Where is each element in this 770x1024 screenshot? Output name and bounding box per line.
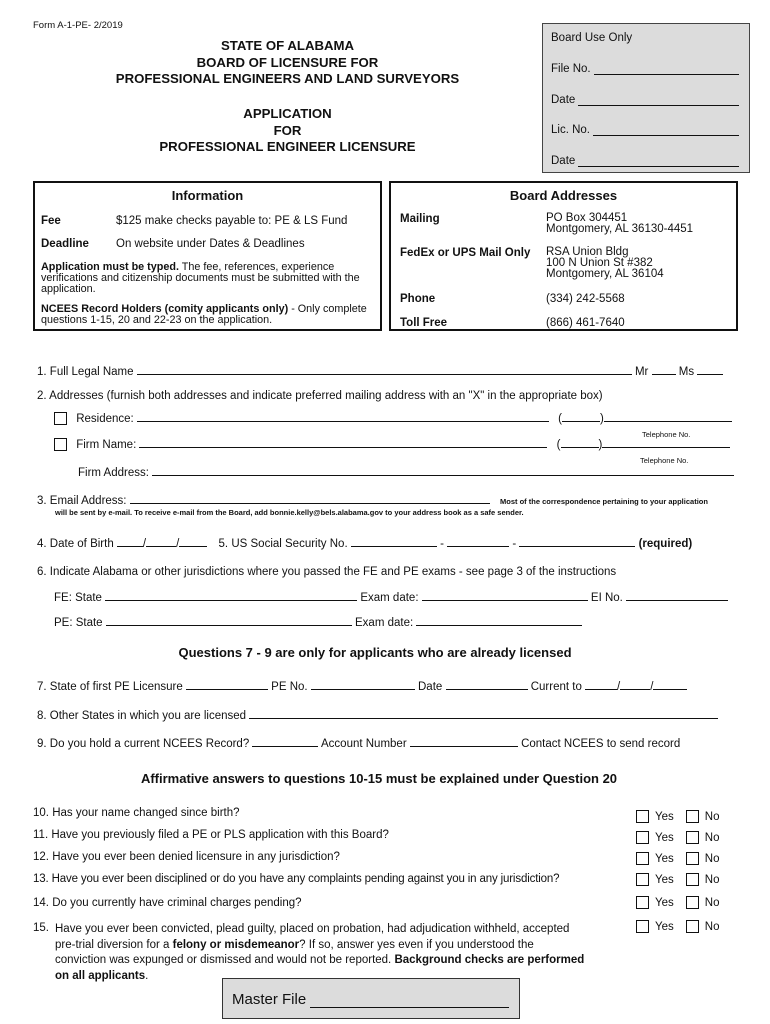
fedex-line-3: Montgomery, AL 36104 xyxy=(546,268,664,280)
mailing-label: Mailing xyxy=(400,213,440,225)
q15-line-3a: conviction was expunged or dismissed and would not be reported. xyxy=(55,954,395,966)
question-3 xyxy=(37,494,490,507)
firm-area-code[interactable] xyxy=(561,438,599,448)
current-to-label: Current to xyxy=(530,681,582,693)
phone-label: Phone xyxy=(400,293,436,305)
firm-name-label: Firm Name: xyxy=(76,439,137,451)
q15-yes-no xyxy=(636,920,719,933)
firm-address-label: Firm Address: xyxy=(78,467,149,479)
ssn-label: US Social Security No. xyxy=(231,538,348,550)
q14-yes-label: Yes xyxy=(655,896,674,909)
typed-notice-text: The fee, references, experience verifications and citizenship documents must be submitted with the application. xyxy=(41,261,360,296)
q6-label: Indicate Alabama or other jurisdictions where you passed the FE and PE exams - see page 3 of the instructions xyxy=(49,566,617,578)
q14-number: 14. xyxy=(33,897,49,909)
q13-no-label: No xyxy=(704,873,720,886)
residence-label: Residence: xyxy=(76,413,134,425)
deadline-value: On website under Dates & Deadlines xyxy=(116,238,305,250)
q12-yes-checkbox[interactable] xyxy=(636,852,649,865)
q2-number: 2. xyxy=(37,390,47,402)
fedex-line-1: RSA Union Bldg xyxy=(546,246,629,258)
title-line-3: PROFESSIONAL ENGINEERS AND LAND SURVEYORS xyxy=(115,71,460,86)
q15-line-2c: ? If so, answer yes even if you understood the xyxy=(299,938,534,951)
q15-background-checks: Background checks are performed xyxy=(394,954,585,966)
email-note-1: Most of the correspondence pertaining to your application xyxy=(500,497,708,506)
q7-date-input[interactable] xyxy=(446,680,528,690)
pe-exam-date-label: Exam date: xyxy=(355,617,414,629)
residence-area-code[interactable] xyxy=(562,412,600,422)
q12-number: 12. xyxy=(33,851,49,863)
ssn-dash-2: - xyxy=(512,538,517,550)
dob-month-input[interactable] xyxy=(117,537,143,547)
q1-label: Full Legal Name xyxy=(49,366,134,378)
current-slash-2: / xyxy=(650,681,654,693)
date-field-1[interactable] xyxy=(551,94,739,106)
date-label-1: Date xyxy=(551,94,576,106)
q13-no-checkbox[interactable] xyxy=(686,873,699,886)
fe-state-label: FE: State xyxy=(54,592,102,604)
residence-row xyxy=(54,412,732,425)
mailing-address xyxy=(546,213,693,235)
typed-notice xyxy=(41,262,376,296)
pe-row xyxy=(54,616,582,629)
q10-text: Has your name changed since birth? xyxy=(52,807,240,819)
email-label: Email Address: xyxy=(49,495,127,507)
ncees-notice-bold: NCEES Record Holders (comity applicants only) xyxy=(41,303,289,315)
q10-yes-no xyxy=(636,810,719,823)
q14-no-checkbox[interactable] xyxy=(686,896,699,909)
title-line-6: PROFESSIONAL ENGINEER LICENSURE xyxy=(159,139,416,154)
first-licensure-label: State of first PE Licensure xyxy=(49,681,183,693)
date-field-2[interactable] xyxy=(551,155,739,167)
current-to-day[interactable] xyxy=(620,680,650,690)
fe-exam-date-label: Exam date: xyxy=(360,592,419,604)
firm-checkbox[interactable] xyxy=(54,438,67,451)
information-title: Information xyxy=(171,188,244,203)
fe-state-input[interactable] xyxy=(105,591,357,601)
q6-number: 6. xyxy=(37,566,47,578)
date-line-2[interactable] xyxy=(578,155,739,167)
q11-text: Have you previously filed a PE or PLS application with this Board? xyxy=(51,829,389,841)
residence-checkbox[interactable] xyxy=(54,412,67,425)
q12-no-label: No xyxy=(704,852,720,865)
q2-label: Addresses (furnish both addresses and indicate preferred mailing address with an "X" in the appropriate box) xyxy=(49,390,603,402)
dob-slash-2: / xyxy=(176,538,180,550)
q15-yes-checkbox[interactable] xyxy=(636,920,649,933)
q13-number: 13. xyxy=(33,873,49,885)
lic-no-line[interactable] xyxy=(593,124,739,136)
q10-yes-label: Yes xyxy=(655,810,674,823)
residence-telephone-caption: Telephone No. xyxy=(642,430,691,439)
title-line-5: FOR xyxy=(273,122,302,138)
firm-address-input[interactable] xyxy=(152,466,734,476)
q14-yes-no xyxy=(636,896,719,909)
file-no-field[interactable] xyxy=(551,63,739,75)
q15-no-checkbox[interactable] xyxy=(686,920,699,933)
other-states-label: Other States in which you are licensed xyxy=(49,710,247,722)
ei-no-input[interactable] xyxy=(626,591,728,601)
question-9 xyxy=(37,737,680,750)
q15-no-label: No xyxy=(704,920,720,933)
q15-line-1: Have you ever been convicted, plead guilty, placed on probation, had adjudication withheld, accepted xyxy=(55,923,570,935)
ncees-record-label: Do you hold a current NCEES Record? xyxy=(49,738,250,750)
master-file-line[interactable] xyxy=(310,993,509,1008)
q11-no-checkbox[interactable] xyxy=(686,831,699,844)
date-line-1[interactable] xyxy=(578,94,739,106)
question-4-5 xyxy=(37,537,692,550)
fedex-line-2: 100 N Union St #382 xyxy=(546,257,653,269)
ms-label: Ms xyxy=(678,366,695,378)
q11-yes-checkbox[interactable] xyxy=(636,831,649,844)
q13-yes-no xyxy=(636,873,719,886)
question-2 xyxy=(37,390,603,402)
q11-yes-label: Yes xyxy=(655,831,674,844)
q12-text: Have you ever been denied licensure in any jurisdiction? xyxy=(52,851,340,863)
contact-ncees-note: Contact NCEES to send record xyxy=(521,738,681,750)
mr-label: Mr xyxy=(634,366,649,378)
q15-line-2a: pre-trial diversion for a xyxy=(55,938,173,951)
section-already-licensed: Questions 7 - 9 are only for applicants who are already licensed xyxy=(178,645,572,660)
firm-name-row xyxy=(54,438,730,451)
ssn-part-3-input[interactable] xyxy=(519,537,635,547)
form-id: Form A-1-PE- 2/2019 xyxy=(33,20,123,31)
fee-label: Fee xyxy=(41,215,61,227)
information-box xyxy=(33,181,382,331)
q13-yes-label: Yes xyxy=(655,873,674,886)
firm-address-row xyxy=(78,466,734,479)
ms-input[interactable] xyxy=(697,365,723,375)
deadline-label: Deadline xyxy=(41,238,89,250)
q9-number: 9. xyxy=(37,738,47,750)
file-no-label: File No. xyxy=(551,63,591,75)
phone-value: (334) 242-5568 xyxy=(546,293,625,305)
fedex-label: FedEx or UPS Mail Only xyxy=(400,247,531,259)
master-file-label: Master File xyxy=(232,991,307,1008)
residence-phone-input[interactable] xyxy=(604,412,732,422)
q10-no-label: No xyxy=(704,810,720,823)
q14-text: Do you currently have criminal charges pending? xyxy=(52,897,302,909)
board-addresses-box xyxy=(389,181,738,331)
board-use-title-text: Board Use Only xyxy=(551,32,633,44)
ei-no-label: EI No. xyxy=(590,592,623,604)
ssn-dash-1: - xyxy=(440,538,444,550)
first-licensure-input[interactable] xyxy=(186,680,268,690)
email-input[interactable] xyxy=(130,494,490,504)
pe-no-label: PE No. xyxy=(271,681,308,693)
q12-yes-label: Yes xyxy=(655,852,674,865)
q5-number: 5. xyxy=(218,538,229,550)
q1-number: 1. xyxy=(37,366,47,378)
pe-exam-date-input[interactable] xyxy=(416,616,582,626)
tollfree-label: Toll Free xyxy=(400,317,448,329)
typed-notice-bold: Application must be typed. xyxy=(41,261,179,273)
q15-line-4-end: . xyxy=(145,969,149,982)
account-number-label: Account Number xyxy=(321,738,407,750)
q15-line-2 xyxy=(55,938,633,954)
ssn-part-2-input[interactable] xyxy=(447,537,509,547)
q11-number: 11. xyxy=(33,829,49,841)
mailing-line-2: Montgomery, AL 36130-4451 xyxy=(546,223,694,235)
q3-number: 3. xyxy=(37,495,47,507)
q15-line-3 xyxy=(55,953,633,969)
q10-yes-checkbox[interactable] xyxy=(636,810,649,823)
title-line-2: BOARD OF LICENSURE FOR xyxy=(196,54,379,70)
ncees-record-input[interactable] xyxy=(252,737,318,747)
other-states-input[interactable] xyxy=(249,709,718,719)
ncees-notice-text: - Only complete questions 1-15, 20 and 22-23 on the application. xyxy=(41,303,367,327)
mailing-line-1: PO Box 304451 xyxy=(546,212,628,224)
firm-paren-open: ( xyxy=(556,439,561,451)
q15-number: 15. xyxy=(33,922,49,934)
q4-number: 4. xyxy=(37,538,47,550)
file-no-line[interactable] xyxy=(594,63,739,75)
title-line-1: STATE OF ALABAMA xyxy=(220,38,355,53)
fe-row xyxy=(54,591,728,604)
board-use-title xyxy=(551,32,739,44)
page-title xyxy=(60,38,515,88)
mr-input[interactable] xyxy=(652,365,676,375)
q11-yes-no xyxy=(636,831,719,844)
application-title xyxy=(60,106,515,156)
firm-name-input[interactable] xyxy=(139,438,547,448)
full-name-input[interactable] xyxy=(137,365,632,375)
board-use-box xyxy=(542,23,750,173)
current-to-month[interactable] xyxy=(585,680,617,690)
question-7 xyxy=(37,680,687,693)
email-note-2: will be sent by e-mail. To receive e-mail from the Board, add bonnie.kelly@bels.alabama.gov to your address book as a safe sender. xyxy=(55,508,524,517)
question-14 xyxy=(33,897,302,909)
question-10 xyxy=(33,807,240,819)
question-1 xyxy=(37,365,723,378)
dob-year-input[interactable] xyxy=(179,537,207,547)
current-to-year[interactable] xyxy=(653,680,687,690)
master-file-box xyxy=(222,978,520,1019)
q10-number: 10. xyxy=(33,807,49,819)
firm-telephone-caption: Telephone No. xyxy=(640,456,689,465)
section-affirmative: Affirmative answers to questions 10-15 must be explained under Question 20 xyxy=(140,771,618,786)
residence-paren-open: ( xyxy=(558,413,562,425)
fee-value: $125 make checks payable to: PE & LS Fund xyxy=(116,215,348,227)
question-13 xyxy=(33,873,559,885)
dob-label: Date of Birth xyxy=(49,538,114,550)
q7-number: 7. xyxy=(37,681,47,693)
q13-text: Have you ever been disciplined or do you have any complaints pending against you in any jurisdiction? xyxy=(51,873,560,885)
lic-no-label: Lic. No. xyxy=(551,124,590,136)
q15-felony: felony or misdemeanor xyxy=(172,938,300,951)
residence-input[interactable] xyxy=(137,412,549,422)
fedex-address xyxy=(546,247,664,280)
q14-no-label: No xyxy=(704,896,720,909)
q15-all-applicants: on all applicants xyxy=(55,969,146,982)
residence-paren-close: ) xyxy=(600,413,604,425)
q10-no-checkbox[interactable] xyxy=(686,810,699,823)
q12-yes-no xyxy=(636,852,719,865)
q8-number: 8. xyxy=(37,710,47,722)
q12-no-checkbox[interactable] xyxy=(686,852,699,865)
fe-exam-date-input[interactable] xyxy=(422,591,588,601)
dob-day-input[interactable] xyxy=(146,537,176,547)
question-12 xyxy=(33,851,340,863)
board-addresses-title: Board Addresses xyxy=(509,188,618,203)
ncees-notice xyxy=(41,304,376,326)
pe-state-label: PE: State xyxy=(54,617,103,629)
question-6 xyxy=(37,566,616,578)
account-number-input[interactable] xyxy=(410,737,518,747)
q14-yes-checkbox[interactable] xyxy=(636,896,649,909)
pe-state-input[interactable] xyxy=(106,616,352,626)
current-slash-1: / xyxy=(617,681,621,693)
q13-yes-checkbox[interactable] xyxy=(636,873,649,886)
question-8 xyxy=(37,709,718,722)
ssn-required-note: (required) xyxy=(638,538,693,550)
q11-no-label: No xyxy=(704,831,720,844)
dob-slash-1: / xyxy=(142,538,147,550)
lic-no-field[interactable] xyxy=(551,124,739,136)
tollfree-value: (866) 461-7640 xyxy=(546,317,625,329)
q15-yes-label: Yes xyxy=(655,920,674,933)
date-label-2: Date xyxy=(551,155,576,167)
q7-date-label: Date xyxy=(418,681,443,693)
firm-phone-input[interactable] xyxy=(602,438,730,448)
title-line-4: APPLICATION xyxy=(243,106,332,121)
question-11 xyxy=(33,829,389,841)
question-15 xyxy=(55,922,633,984)
master-file-field[interactable] xyxy=(232,991,509,1008)
firm-paren-close: ) xyxy=(598,439,603,451)
pe-no-input[interactable] xyxy=(311,680,415,690)
ssn-part-1-input[interactable] xyxy=(351,537,437,547)
